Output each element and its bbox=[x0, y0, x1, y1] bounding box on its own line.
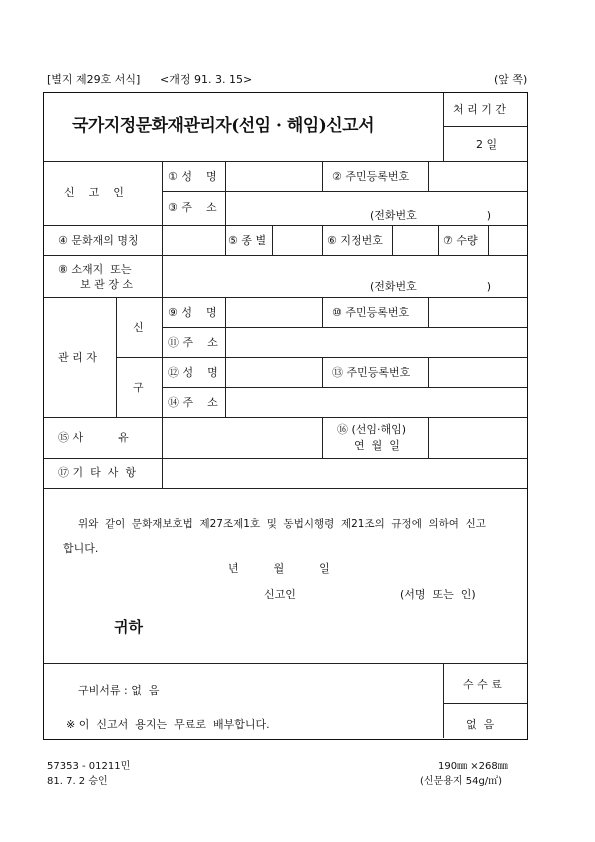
processing-period-value: 2 일 bbox=[476, 138, 498, 151]
reporter-section-label: 신 고 인 bbox=[64, 186, 124, 199]
new-manager-label: 신 bbox=[133, 321, 144, 334]
signature-note: (서명 또는 인) bbox=[400, 588, 476, 601]
processing-period-label: 처 리 기 간 bbox=[453, 103, 506, 116]
reporter-signature-label: 신고인 bbox=[264, 588, 296, 601]
other-notes-label: ⑰ 기 타 사 항 bbox=[58, 466, 136, 479]
declaration-text: 위와 같이 문화재보호법 제27조제1호 및 동법시행령 제21조의 규정에 의하여 신고 bbox=[78, 518, 486, 530]
fee-label: 수 수 료 bbox=[463, 678, 502, 691]
paper-type: (신문용지 54g/㎡) bbox=[420, 776, 503, 787]
declaration-text-end: 합니다. bbox=[63, 542, 99, 555]
required-documents: 구비서류 : 없 음 bbox=[78, 684, 160, 697]
new-manager-address-label: ⑪ 주 소 bbox=[168, 336, 218, 349]
free-form-note: ※ 이 신고서 용지는 무료로 배부합니다. bbox=[66, 718, 270, 731]
quantity-label: ⑦ 수량 bbox=[443, 234, 478, 247]
addressee: 귀하 bbox=[114, 618, 143, 636]
form-title: 국가지정문화재관리자(선임 · 해임)신고서 bbox=[72, 116, 375, 136]
old-manager-label: 구 bbox=[133, 381, 144, 394]
old-manager-id-label: ⑬ 주민등록번호 bbox=[332, 366, 411, 379]
approval-date: 81. 7. 2 승인 bbox=[47, 776, 108, 787]
new-manager-id-label: ⑩ 주민등록번호 bbox=[332, 306, 410, 319]
appointment-date-label: ⑯ (선임·해임) bbox=[337, 423, 407, 436]
reporter-phone: (전화번호 ) bbox=[370, 209, 492, 222]
page-side: (앞 쪽) bbox=[494, 73, 528, 86]
old-manager-address-label: ⑭ 주 소 bbox=[168, 396, 218, 409]
heritage-type-label: ⑤ 종 별 bbox=[228, 234, 267, 247]
revision-date: <개정 91. 3. 15> bbox=[160, 73, 253, 86]
appointment-date-sublabel: 연 월 일 bbox=[354, 439, 400, 452]
form-code: 57353 - 01211민 bbox=[47, 761, 131, 772]
old-manager-name-label: ⑫ 성 명 bbox=[168, 366, 218, 379]
reason-label: ⑮ 사 유 bbox=[58, 431, 129, 444]
declaration-date: 년 월 일 bbox=[228, 562, 330, 575]
heritage-name-label: ④ 문화재의 명칭 bbox=[58, 234, 139, 247]
manager-section-label: 관 리 자 bbox=[58, 351, 97, 364]
location-label: ⑧ 소재지 또는 bbox=[58, 263, 132, 276]
paper-size: 190㎜ ×268㎜ bbox=[438, 761, 508, 772]
reporter-name-label: ① 성 명 bbox=[168, 170, 217, 183]
reporter-id-label: ② 주민등록번호 bbox=[332, 170, 410, 183]
designation-number-label: ⑥ 지정번호 bbox=[327, 234, 383, 247]
reporter-address-label: ③ 주 소 bbox=[168, 201, 217, 214]
location-phone: (전화번호 ) bbox=[370, 280, 492, 293]
fee-value: 없 음 bbox=[466, 718, 495, 731]
storage-place-label: 보 관 장 소 bbox=[80, 278, 133, 291]
form-number: [별지 제29호 서식] bbox=[47, 73, 141, 86]
new-manager-name-label: ⑨ 성 명 bbox=[168, 306, 217, 319]
